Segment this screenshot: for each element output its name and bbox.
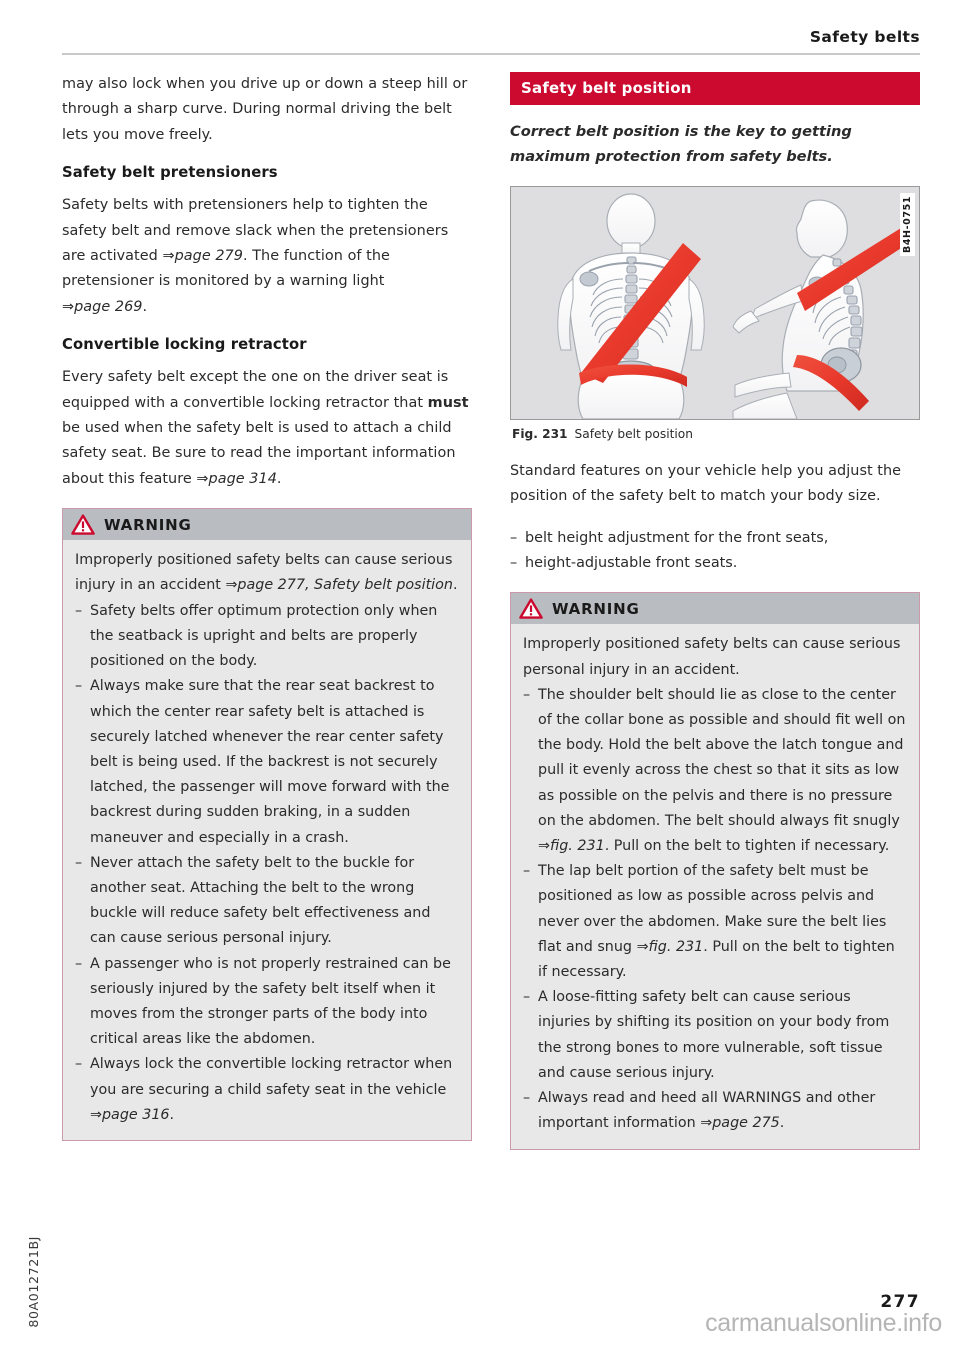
warning-box-header [63, 509, 471, 540]
pretensioners-text-a: Safety belts with pretensioners help to tighten the safety belt and remove slack when the pretensioners are activated [62, 197, 449, 265]
cross-reference-label: page 277, Safety belt position [237, 577, 453, 594]
reference-arrow-icon: ⇒ [196, 470, 209, 487]
right-column [510, 72, 920, 1160]
warning-item-text-a: The shoulder belt should lie as close to the center of the collar bone as possible and should fit well on the body. Hold the belt above the latch tongue and pull it evenly across the chest so that it sits as low as possible on the pelvis and there is no pressure on the abdomen. The belt should always fit snugly [538, 686, 906, 829]
list-dash: – [523, 863, 531, 880]
warning-item [75, 599, 459, 675]
list-dash: – [75, 854, 83, 871]
retractor-text-b: be used when the safety belt is used to attach a child safety seat. Be sure to read the important information about this feature [62, 420, 456, 487]
retractor-emphasis: must [427, 394, 469, 411]
warning-triangle-icon [71, 514, 95, 535]
cross-reference-fig-231 [538, 838, 605, 854]
figure-safety-belt-position [510, 186, 920, 420]
warning-item [75, 952, 459, 1053]
cross-reference-page-269 [62, 299, 143, 315]
list-dash: – [510, 555, 518, 572]
figure-code-label: B4H-0751 [900, 193, 915, 256]
cross-reference-page-275 [700, 1115, 780, 1131]
header-divider [62, 53, 920, 55]
figure-illustration [511, 187, 919, 419]
warning-item [75, 1052, 459, 1128]
warning-intro [75, 548, 459, 598]
reference-arrow-icon: ⇒ [225, 577, 238, 594]
heading-convertible-locking-retractor: Convertible locking retractor [62, 336, 307, 354]
list-dash: – [75, 1056, 83, 1073]
warning-item-text-b: . Pull on the belt to tighten if necessary. [538, 938, 895, 981]
warning-item [523, 859, 907, 985]
watermark: carmanualsonline.info [705, 1309, 942, 1337]
cross-reference-label: page 316 [101, 1106, 170, 1123]
retractor-text-c: . [276, 470, 282, 487]
page-title: Safety belts [809, 28, 920, 46]
content-columns [62, 72, 920, 1160]
feature-list-item [510, 551, 920, 576]
left-column [62, 72, 472, 1151]
list-dash: – [75, 602, 83, 619]
warning-box-right [510, 592, 920, 1149]
warning-item-text: Safety belts offer optimum protection only when the seatback is upright and belts are properly positioned on the body. [90, 602, 438, 670]
warning-item [523, 1086, 907, 1136]
reference-arrow-icon: ⇒ [636, 938, 649, 955]
page-number: 277 [880, 1292, 920, 1312]
reference-arrow-icon: ⇒ [162, 248, 175, 265]
warning-label: WARNING [104, 515, 192, 534]
list-dash: – [510, 529, 518, 546]
list-dash: – [523, 1090, 531, 1107]
cross-reference-label: page 269 [74, 298, 143, 315]
page-header [62, 28, 920, 55]
warning-box-body [63, 540, 471, 1140]
cross-reference-page-279 [162, 248, 243, 264]
pretensioners-text-b: . The function of the pretensioner is monitored by a warning light [62, 248, 390, 290]
heading-safety-belt-pretensioners: Safety belt pretensioners [62, 164, 278, 182]
retractor-paragraph [62, 365, 472, 492]
cross-reference-label: page 279 [174, 248, 243, 265]
cross-reference-fig-231 [637, 939, 704, 955]
warning-item [75, 851, 459, 952]
reference-arrow-icon: ⇒ [538, 838, 550, 855]
warning-item [523, 985, 907, 1086]
warning-box-body [511, 624, 919, 1148]
feature-list-item-text: height-adjustable front seats. [525, 555, 738, 572]
warning-box-header [511, 593, 919, 624]
list-dash: – [523, 686, 531, 703]
warning-intro-a: Improperly positioned safety belts can cause serious injury in an accident [75, 552, 453, 594]
figure-caption-text: Safety belt position [574, 426, 693, 441]
warning-item-text: Always make sure that the rear seat backrest to which the center rear safety belt is attached is securely latched whenever the rear center safety belt is being used. If the backrest is not securely latched, the passenger will move forward with the backrest during sudden braking, in a sudden maneuver and especially in a crash. [90, 678, 450, 846]
standard-features-paragraph: Standard features on your vehicle help you adjust the position of the safety belt to match your body size. [510, 462, 902, 505]
cross-reference-page-277 [225, 577, 453, 593]
warning-triangle-icon [519, 598, 543, 619]
warning-item-text-b: . [169, 1106, 175, 1123]
list-dash: – [75, 678, 83, 695]
figure-caption [510, 420, 920, 441]
reference-arrow-icon: ⇒ [90, 1106, 102, 1123]
pretensioners-text-c: . [142, 298, 148, 315]
continued-paragraph: may also lock when you drive up or down a steep hill or through a sharp curve. During normal driving the belt lets you move freely. [62, 76, 468, 143]
warning-item-text-a: Always lock the convertible locking retractor when you are securing a child safety seat in the vehicle [90, 1056, 453, 1098]
reference-arrow-icon: ⇒ [700, 1115, 713, 1132]
warning-intro: Improperly positioned safety belts can cause serious personal injury in an accident. [523, 636, 901, 678]
section-lead-text: Correct belt position is the key to getting maximum protection from safety belts. [510, 123, 852, 166]
warning-item-text-a: The lap belt portion of the safety belt must be positioned as low as possible across pelvis and never over the abdomen. Make sure the belt lies flat and snug [538, 863, 887, 955]
document-code: 80A012721BJ [26, 1236, 41, 1328]
feature-list-item-text: belt height adjustment for the front seats, [525, 529, 829, 546]
list-dash: – [523, 989, 531, 1006]
feature-list-item [510, 526, 920, 551]
warning-item-text: A loose-fitting safety belt can cause serious injuries by shifting its position on your body from the strong bones to more vulnerable, soft tissue and cause serious injury. [538, 989, 890, 1081]
cross-reference-label: page 314 [208, 470, 277, 487]
list-dash: – [75, 955, 83, 972]
cross-reference-label: page 275 [712, 1115, 780, 1132]
warning-item-text-b: . Pull on the belt to tighten if necessary. [604, 838, 890, 855]
warning-item-text-a: Always read and heed all WARNINGS and other important information [538, 1090, 876, 1132]
warning-item-list [75, 599, 459, 1128]
warning-intro-b: . [452, 577, 458, 594]
pretensioners-paragraph [62, 193, 472, 320]
reference-arrow-icon: ⇒ [62, 298, 75, 315]
cross-reference-page-314 [196, 471, 277, 487]
cross-reference-label: fig. 231 [549, 838, 605, 855]
cross-reference-label: fig. 231 [648, 938, 704, 955]
cross-reference-page-316 [90, 1107, 170, 1123]
warning-item [75, 674, 459, 850]
feature-list [510, 526, 920, 577]
warning-label: WARNING [552, 599, 640, 618]
warning-box-left [62, 508, 472, 1141]
warning-item-text-b: . [779, 1115, 785, 1132]
figure-number: Fig. 231 [512, 426, 568, 441]
warning-item-text: A passenger who is not properly restrained can be seriously injured by the safety belt itself when it moves from the stronger parts of the body into critical areas like the abdomen. [90, 955, 451, 1048]
section-title-bar: Safety belt position [510, 72, 920, 105]
warning-item [523, 683, 907, 859]
retractor-text-a: Every safety belt except the one on the driver seat is equipped with a convertible locking retractor that [62, 369, 449, 411]
warning-item-text: Never attach the safety belt to the buckle for another seat. Attaching the belt to the wrong buckle will reduce safety belt effectiveness and can cause serious personal injury. [90, 854, 431, 947]
warning-item-list [523, 683, 907, 1137]
